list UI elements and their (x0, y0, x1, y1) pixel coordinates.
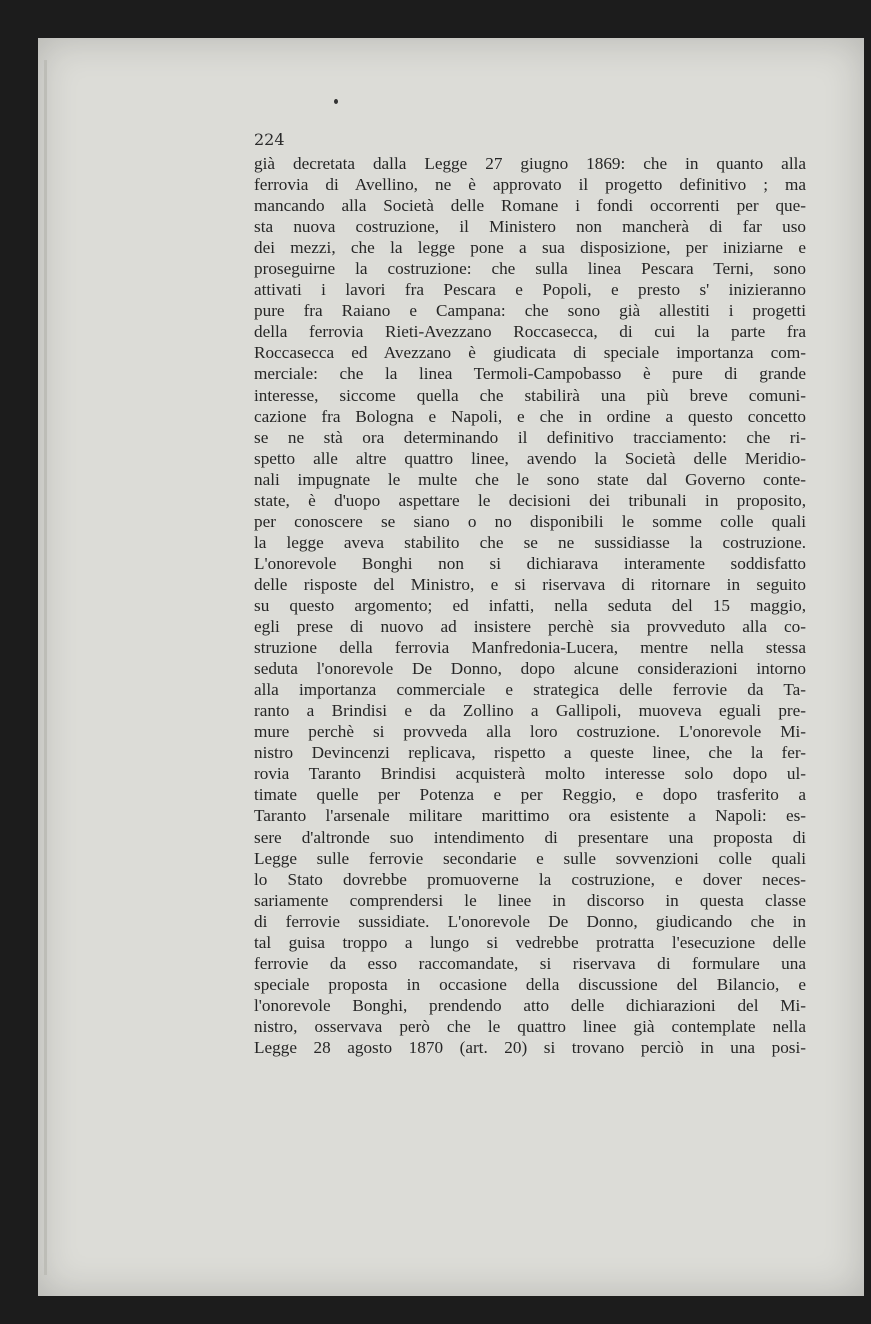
text-line: dei mezzi, che la legge pone a sua disposizione, per iniziarne e (254, 238, 806, 258)
text-line: merciale: che la linea Termoli-Campobasso è pure di grande (254, 364, 806, 384)
text-line: timate quelle per Potenza e per Reggio, e dopo trasferito a (254, 785, 806, 805)
text-line: sta nuova costruzione, il Ministero non mancherà di far uso (254, 217, 806, 237)
text-line: ranto a Brindisi e da Zollino a Gallipoli, muoveva eguali pre- (254, 701, 806, 721)
text-line: nistro, osservava però che le quattro linee già contemplate nella (254, 1016, 806, 1036)
text-line: su questo argomento; ed infatti, nella seduta del 15 maggio, (254, 595, 806, 615)
text-line: sere d'altronde suo intendimento di presentare una proposta di (254, 827, 806, 847)
text-line: sariamente comprendersi le linee in discorso in questa classe (254, 890, 806, 910)
text-line: struzione della ferrovia Manfredonia-Lucera, mentre nella stessa (254, 638, 806, 658)
page-number: 224 (254, 130, 285, 149)
text-line: speciale proposta in occasione della discussione del Bilancio, e (254, 974, 806, 994)
page-binding-edge (44, 60, 47, 1275)
body-text (254, 153, 806, 1058)
ink-speck (334, 99, 338, 104)
text-line: ferrovia di Avellino, ne è approvato il progetto definitivo ; ma (254, 175, 806, 195)
text-line: l'onorevole Bonghi, prendendo atto delle dichiarazioni del Mi- (254, 995, 806, 1015)
text-line: delle risposte del Ministro, e si riservava di ritornare in seguito (254, 574, 806, 594)
text-line: pure fra Raiano e Campana: che sono già allestiti i progetti (254, 301, 806, 321)
text-line: Legge sulle ferrovie secondarie e sulle sovvenzioni colle quali (254, 848, 806, 868)
text-line: Roccasecca ed Avezzano è giudicata di speciale importanza com- (254, 343, 806, 363)
text-line: ferrovie da esso raccomandate, si riservava di formulare una (254, 953, 806, 973)
text-line: alla importanza commerciale e strategica delle ferrovie da Ta- (254, 680, 806, 700)
text-line: la legge aveva stabilito che se ne sussidiasse la costruzione. (254, 532, 806, 552)
text-line: rovia Taranto Brindisi acquisterà molto interesse solo dopo ul- (254, 764, 806, 784)
text-line: state, è d'uopo aspettare le decisioni dei tribunali in proposito, (254, 490, 806, 510)
text-line: di ferrovie sussidiate. L'onorevole De Donno, giudicando che in (254, 911, 806, 931)
text-line: lo Stato dovrebbe promuoverne la costruzione, e dover neces- (254, 869, 806, 889)
text-line: per conoscere se siano o no disponibili le somme colle quali (254, 511, 806, 531)
text-line: nali impugnate le multe che le sono state dal Governo conte- (254, 469, 806, 489)
text-line: interesse, siccome quella che stabilirà una più breve comuni- (254, 385, 806, 405)
text-line: mancando alla Società delle Romane i fondi occorrenti per que- (254, 196, 806, 216)
text-line: se ne stà ora determinando il definitivo tracciamento: che ri- (254, 427, 806, 447)
text-line: cazione fra Bologna e Napoli, e che in ordine a questo concetto (254, 406, 806, 426)
text-line: Taranto l'arsenale militare marittimo ora esistente a Napoli: es- (254, 806, 806, 826)
text-line: egli prese di nuovo ad insistere perchè sia provveduto alla co- (254, 617, 806, 637)
text-line: L'onorevole Bonghi non si dichiarava interamente soddisfatto (254, 553, 806, 573)
text-line: spetto alle altre quattro linee, avendo la Società delle Meridio- (254, 448, 806, 468)
text-line: della ferrovia Rieti-Avezzano Roccasecca, di cui la parte fra (254, 322, 806, 342)
text-line: mure perchè si provveda alla loro costruzione. L'onorevole Mi- (254, 722, 806, 742)
text-line: attivati i lavori fra Pescara e Popoli, e presto s' inizieranno (254, 280, 806, 300)
text-line: proseguirne la costruzione: che sulla linea Pescara Terni, sono (254, 259, 806, 279)
text-line: nistro Devincenzi replicava, rispetto a queste linee, che la fer- (254, 743, 806, 763)
text-line: Legge 28 agosto 1870 (art. 20) si trovano perciò in una posi- (254, 1037, 806, 1057)
text-line: seduta l'onorevole De Donno, dopo alcune considerazioni intorno (254, 659, 806, 679)
text-line: tal guisa troppo a lungo si vedrebbe protratta l'esecuzione delle (254, 932, 806, 952)
text-line: già decretata dalla Legge 27 giugno 1869: che in quanto alla (254, 154, 806, 173)
